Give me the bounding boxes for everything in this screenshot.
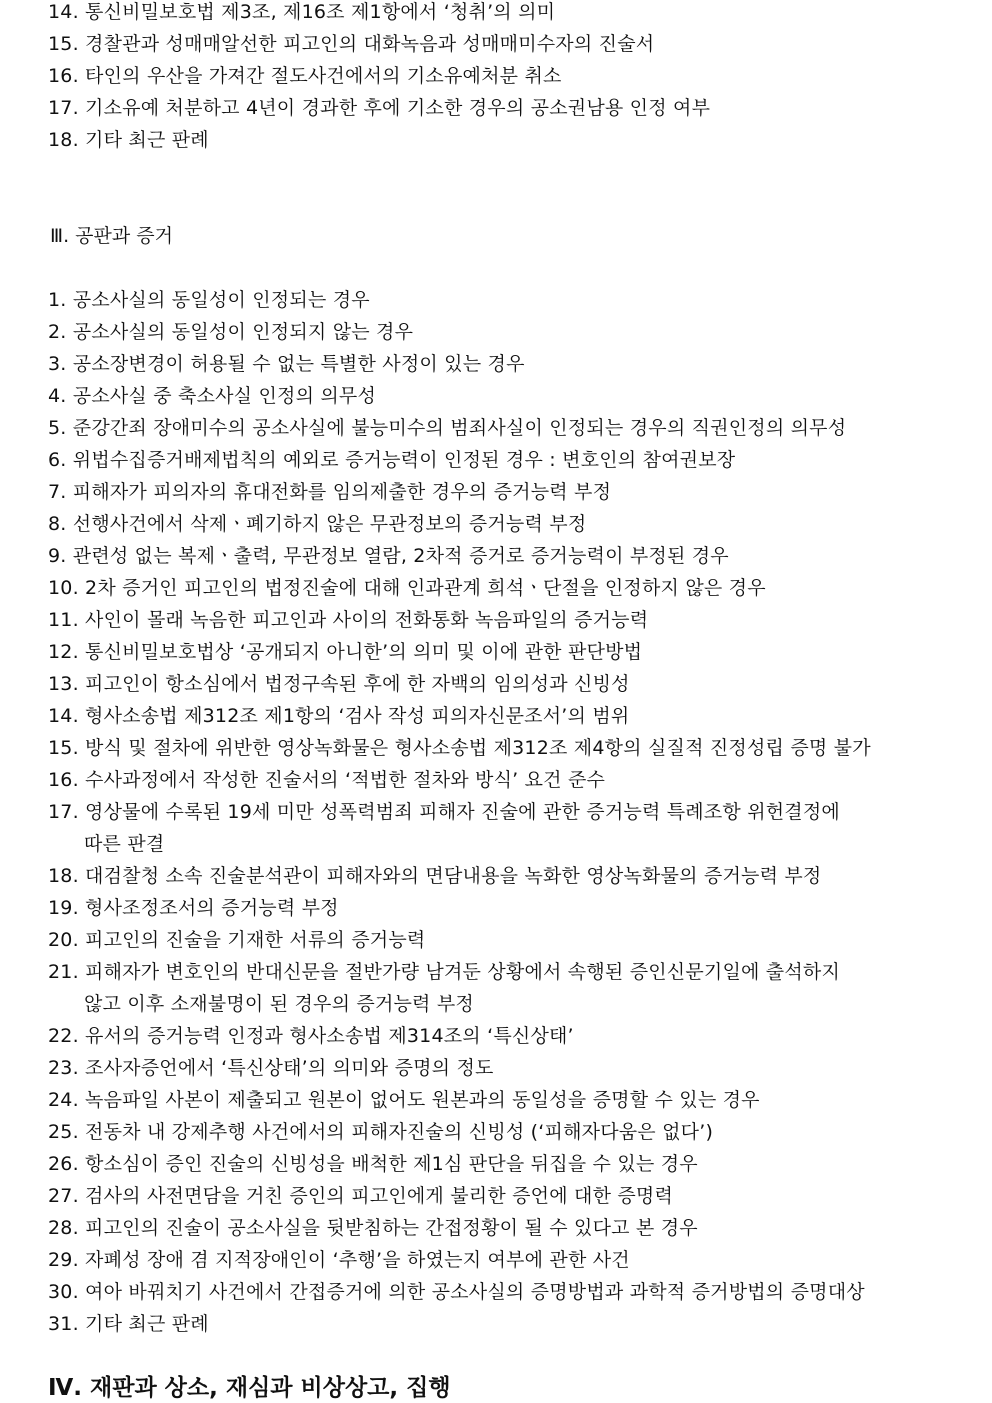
- list-item: 14. 형사소송법 제312조 제1항의 ‘검사 작성 피의자신문조서’의 범위: [48, 705, 630, 727]
- list-item: 2. 공소사실의 동일성이 인정되지 않는 경우: [48, 321, 414, 343]
- list-item: 30. 여아 바꿔치기 사건에서 간접증거에 의한 공소사실의 증명방법과 과학적 증거방법의 증명대상: [48, 1281, 865, 1303]
- list-item: 8. 선행사건에서 삭제ㆍ폐기하지 않은 무관정보의 증거능력 부정: [48, 513, 587, 535]
- list-item-continuation: 따른 판결: [84, 833, 165, 855]
- list-item: 5. 준강간죄 장애미수의 공소사실에 불능미수의 범죄사실이 인정되는 경우의 직권인정의 의무성: [48, 417, 847, 439]
- section-heading-bold: Ⅳ. 재판과 상소, 재심과 비상상고, 집행: [48, 1375, 451, 1401]
- list-item: 4. 공소사실 중 축소사실 인정의 의무성: [48, 385, 377, 407]
- list-item: 14. 통신비밀보호법 제3조, 제16조 제1항에서 ‘청취’의 의미: [48, 1, 556, 23]
- list-item: 7. 피해자가 피의자의 휴대전화를 임의제출한 경우의 증거능력 부정: [48, 481, 612, 503]
- list-item: 18. 대검찰청 소속 진술분석관이 피해자와의 면담내용을 녹화한 영상녹화물의 증거능력 부정: [48, 865, 822, 887]
- list-item: 28. 피고인의 진술이 공소사실을 뒷받침하는 간접정황이 될 수 있다고 본 경우: [48, 1217, 698, 1239]
- list-item: 19. 형사조정조서의 증거능력 부정: [48, 897, 339, 919]
- list-item: 23. 조사자증언에서 ‘특신상태’의 의미와 증명의 정도: [48, 1057, 494, 1079]
- list-item: 24. 녹음파일 사본이 제출되고 원본이 없어도 원본과의 동일성을 증명할 수 있는 경우: [48, 1089, 760, 1111]
- list-item: 18. 기타 최근 판례: [48, 129, 209, 151]
- list-item: 13. 피고인이 항소심에서 법정구속된 후에 한 자백의 임의성과 신빙성: [48, 673, 630, 695]
- list-item: 15. 방식 및 절차에 위반한 영상녹화물은 형사소송법 제312조 제4항의 실질적 진정성립 증명 불가: [48, 737, 871, 759]
- list-item: 12. 통신비밀보호법상 ‘공개되지 아니한’의 의미 및 이에 관한 판단방법: [48, 641, 643, 663]
- section-heading: Ⅲ. 공판과 증거: [50, 225, 173, 247]
- list-item: 26. 항소심이 증인 진술의 신빙성을 배척한 제1심 판단을 뒤집을 수 있는 경우: [48, 1153, 698, 1175]
- list-item: 15. 경찰관과 성매매알선한 피고인의 대화녹음과 성매매미수자의 진술서: [48, 33, 655, 55]
- list-item: 10. 2차 증거인 피고인의 법정진술에 대해 인과관계 희석ㆍ단절을 인정하지 않은 경우: [48, 577, 766, 599]
- list-item: 25. 전동차 내 강제추행 사건에서의 피해자진술의 신빙성 (‘피해자다움은 없다’): [48, 1121, 714, 1143]
- list-item: 22. 유서의 증거능력 인정과 형사소송법 제314조의 ‘특신상태’: [48, 1025, 574, 1047]
- list-item: 6. 위법수집증거배제법칙의 예외로 증거능력이 인정된 경우 : 변호인의 참여권보장: [48, 449, 736, 471]
- list-item: 21. 피해자가 변호인의 반대신문을 절반가량 남겨둔 상황에서 속행된 증인신문기일에 출석하지: [48, 961, 841, 983]
- list-item: 16. 타인의 우산을 가져간 절도사건에서의 기소유예처분 취소: [48, 65, 562, 87]
- list-item: 9. 관련성 없는 복제ㆍ출력, 무관정보 열람, 2차적 증거로 증거능력이 부정된 경우: [48, 545, 729, 567]
- list-item: 20. 피고인의 진술을 기재한 서류의 증거능력: [48, 929, 426, 951]
- list-item: 27. 검사의 사전면담을 거친 증인의 피고인에게 불리한 증언에 대한 증명력: [48, 1185, 674, 1207]
- list-item: 29. 자폐성 장애 겸 지적장애인이 ‘추행’을 하였는지 여부에 관한 사건: [48, 1249, 630, 1271]
- list-item: 1. 공소사실의 동일성이 인정되는 경우: [48, 289, 370, 311]
- list-item-continuation: 않고 이후 소재불명이 된 경우의 증거능력 부정: [84, 993, 474, 1015]
- list-item: 31. 기타 최근 판례: [48, 1313, 209, 1335]
- list-item: 17. 영상물에 수록된 19세 미만 성폭력범죄 피해자 진술에 관한 증거능력 특례조항 위헌결정에: [48, 801, 840, 823]
- list-item: 17. 기소유예 처분하고 4년이 경과한 후에 기소한 경우의 공소권남용 인정 여부: [48, 97, 711, 119]
- list-item: 11. 사인이 몰래 녹음한 피고인과 사이의 전화통화 녹음파일의 증거능력: [48, 609, 649, 631]
- list-item: 3. 공소장변경이 허용될 수 없는 특별한 사정이 있는 경우: [48, 353, 525, 375]
- list-item: 16. 수사과정에서 작성한 진술서의 ‘적법한 절차와 방식’ 요건 준수: [48, 769, 606, 791]
